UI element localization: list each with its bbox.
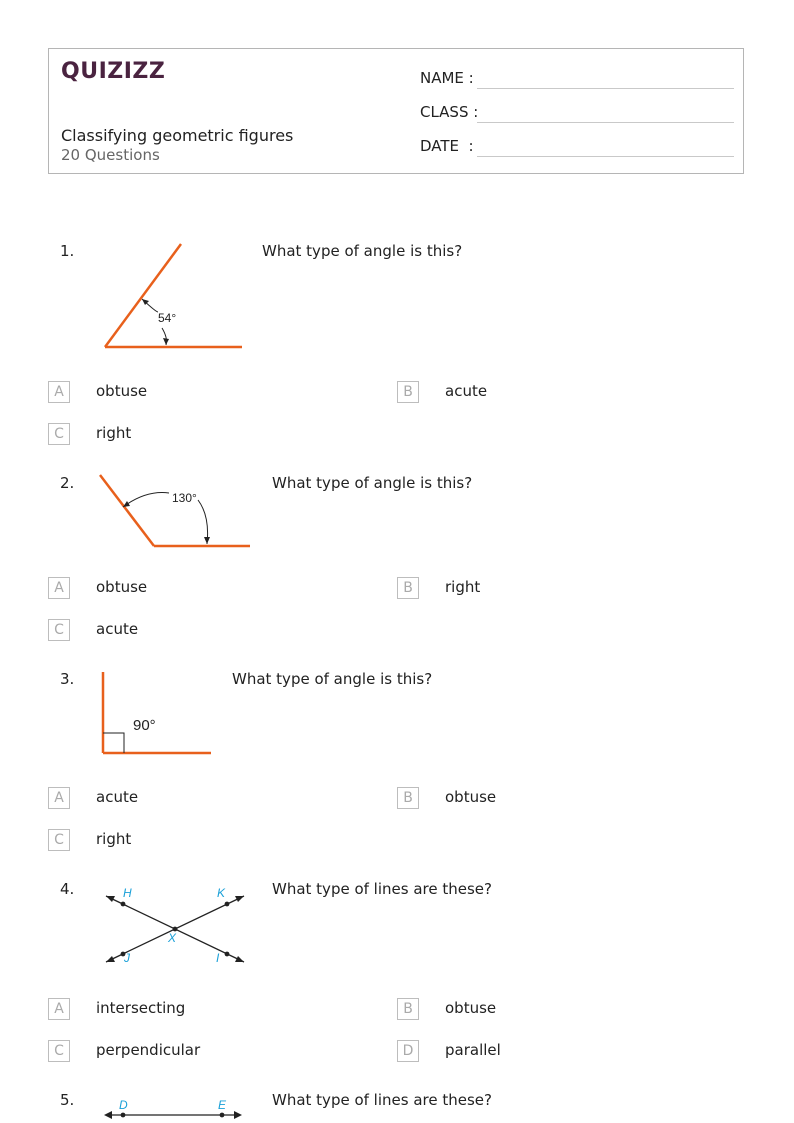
quizizz-logo: QUIZIZZ: [61, 59, 166, 84]
option-letter-box[interactable]: B: [397, 787, 419, 809]
point-label: K: [217, 886, 226, 900]
angle-measure-label: 130°: [172, 491, 197, 505]
name-field[interactable]: [420, 69, 734, 93]
question-number: 1.: [60, 242, 75, 260]
angle-figure-130: [96, 474, 256, 554]
arrowhead: [204, 537, 210, 544]
question-number: 3.: [60, 670, 75, 688]
question-text: What type of angle is this?: [272, 474, 473, 492]
question-text: What type of angle is this?: [232, 670, 433, 688]
arrowhead: [104, 1111, 112, 1119]
point-label: I: [216, 951, 220, 965]
line-de-figure: [100, 1095, 246, 1123]
question-text: What type of angle is this?: [262, 242, 463, 260]
date-line[interactable]: [477, 156, 734, 157]
question-number: 2.: [60, 474, 75, 492]
option-letter-box[interactable]: A: [48, 577, 70, 599]
option-text: parallel: [445, 1041, 501, 1059]
point-k: [225, 902, 230, 907]
date-label: DATE :: [420, 137, 474, 155]
option-letter-box[interactable]: A: [48, 998, 70, 1020]
option-text: obtuse: [96, 382, 148, 400]
option-letter-box[interactable]: C: [48, 619, 70, 641]
class-line[interactable]: [477, 122, 734, 123]
option-letter-box[interactable]: A: [48, 787, 70, 809]
option-letter-box[interactable]: B: [397, 577, 419, 599]
class-label: CLASS :: [420, 103, 479, 121]
worksheet-header: [48, 48, 744, 174]
option-text: intersecting: [96, 999, 186, 1017]
angle-figure-90: [98, 670, 218, 760]
arrowhead: [163, 338, 169, 345]
worksheet-title: Classifying geometric figures: [61, 126, 294, 145]
class-field[interactable]: [420, 103, 734, 127]
name-line[interactable]: [477, 88, 734, 89]
option-letter-box[interactable]: B: [397, 381, 419, 403]
question-text: What type of lines are these?: [272, 1091, 492, 1109]
option-letter-box[interactable]: C: [48, 1040, 70, 1062]
point-d: [121, 1113, 126, 1118]
question-number: 5.: [60, 1091, 75, 1109]
arrowhead: [123, 501, 130, 507]
date-field[interactable]: [420, 137, 734, 161]
name-label: NAME :: [420, 69, 474, 87]
question-number: 4.: [60, 880, 75, 898]
point-e: [220, 1113, 225, 1118]
option-text: acute: [96, 788, 139, 806]
option-text: obtuse: [445, 788, 497, 806]
angle-ray-diagonal: [105, 244, 181, 347]
option-letter-box[interactable]: C: [48, 423, 70, 445]
point-h: [121, 902, 126, 907]
angle-arc-left: [123, 493, 169, 507]
option-letter-box[interactable]: A: [48, 381, 70, 403]
option-text: acute: [96, 620, 139, 638]
option-letter-box[interactable]: D: [397, 1040, 419, 1062]
angle-measure-label: 90°: [133, 717, 156, 734]
option-text: obtuse: [96, 578, 148, 596]
point-label: E: [218, 1098, 227, 1112]
option-text: acute: [445, 382, 488, 400]
point-label: H: [123, 886, 132, 900]
intersecting-lines-figure: [100, 882, 252, 968]
angle-ray-diagonal: [100, 475, 154, 546]
point-label: J: [124, 951, 130, 965]
arrowhead: [234, 1111, 242, 1119]
question-count: 20 Questions: [61, 146, 160, 164]
point-i: [225, 952, 230, 957]
option-text: perpendicular: [96, 1041, 201, 1059]
option-text: right: [96, 830, 132, 848]
point-label: X: [168, 931, 177, 945]
option-text: obtuse: [445, 999, 497, 1017]
angle-figure-54: [98, 242, 248, 352]
angle-measure-label: 54°: [158, 311, 177, 325]
option-text: right: [445, 578, 481, 596]
option-letter-box[interactable]: C: [48, 829, 70, 851]
question-text: What type of lines are these?: [272, 880, 492, 898]
option-letter-box[interactable]: B: [397, 998, 419, 1020]
option-text: right: [96, 424, 132, 442]
right-angle-marker: [103, 733, 124, 753]
point-label: D: [119, 1098, 128, 1112]
